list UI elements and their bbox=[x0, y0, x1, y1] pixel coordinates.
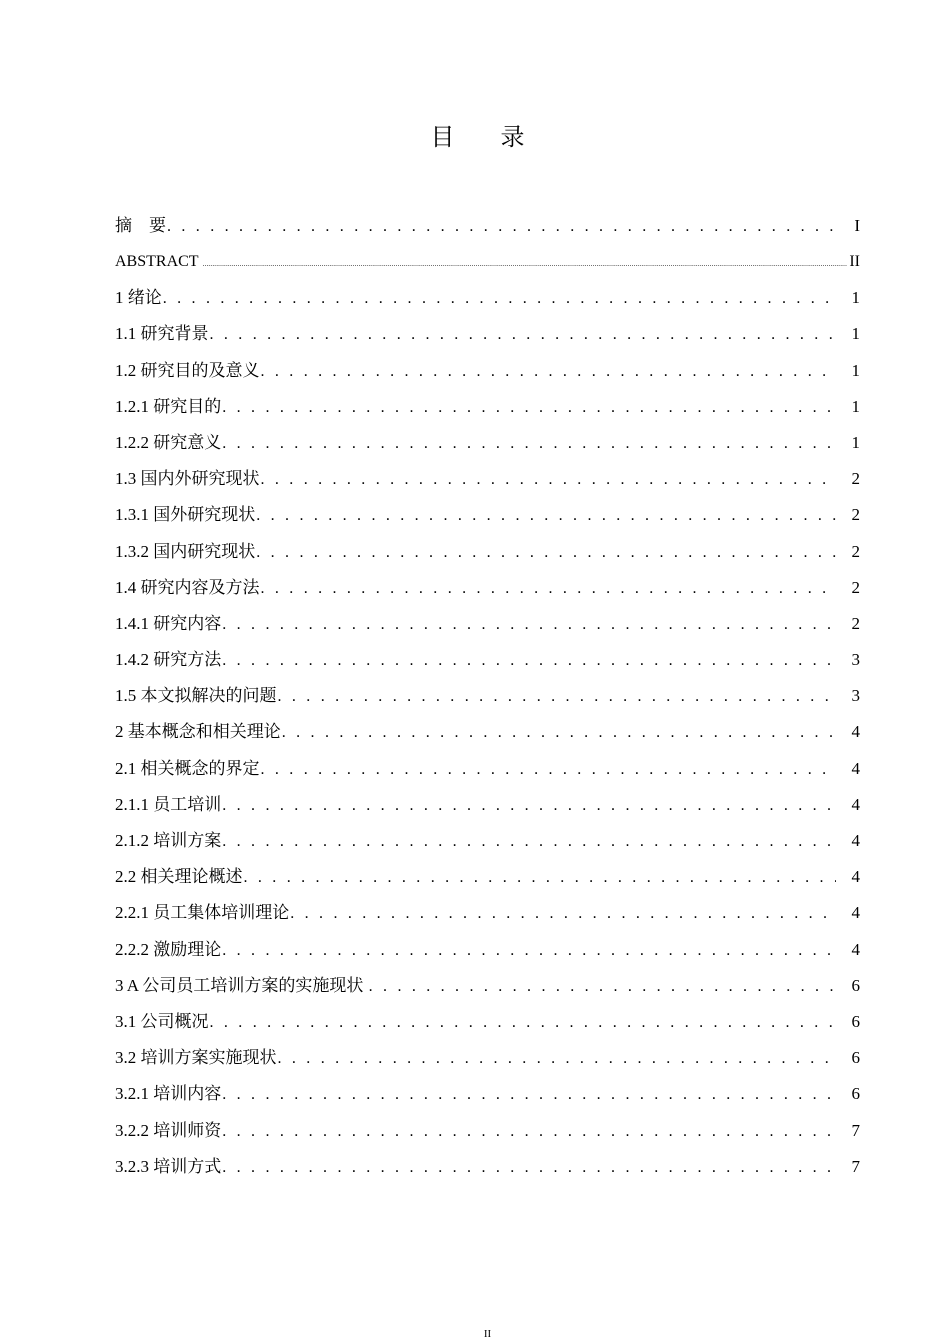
toc-entry-label: 2.1 相关概念的界定 bbox=[115, 758, 260, 778]
toc-entry[interactable] bbox=[115, 1008, 860, 1044]
toc-entry-page: II bbox=[849, 253, 860, 271]
toc-leader-dots bbox=[222, 1081, 836, 1109]
toc-entry-page: 6 bbox=[851, 1084, 860, 1104]
toc-entry-page: 4 bbox=[851, 758, 860, 778]
page-number-footer: II bbox=[483, 1328, 492, 1340]
toc-entry[interactable] bbox=[115, 429, 860, 465]
toc-entry-page: 1 bbox=[851, 396, 860, 416]
toc-entry-page: 7 bbox=[851, 1120, 860, 1140]
toc-entry[interactable] bbox=[115, 718, 860, 754]
toc-entry-label: 1.3.2 国内研究现状 bbox=[115, 541, 256, 561]
toc-entry-page: 4 bbox=[851, 939, 860, 959]
toc-entry[interactable] bbox=[115, 501, 860, 537]
toc-entry-page: 4 bbox=[851, 903, 860, 923]
toc-entry-label: 3.2.2 培训师资 bbox=[115, 1120, 222, 1140]
toc-entry-page: 6 bbox=[851, 975, 860, 995]
toc-entry-label: 摘 要 bbox=[115, 216, 166, 235]
toc-entry-label: 3 A 公司员工培训方案的实施现状 bbox=[115, 975, 368, 995]
toc-entry-label: 3.2.1 培训内容 bbox=[115, 1084, 222, 1104]
toc-entry-label: 2.2 相关理论概述 bbox=[115, 867, 243, 887]
toc-entry-label: 1.2.2 研究意义 bbox=[115, 432, 222, 452]
toc-entry-page: 2 bbox=[851, 469, 860, 489]
toc-entry[interactable] bbox=[115, 574, 860, 610]
toc-entry-page: I bbox=[854, 216, 860, 235]
toc-entry[interactable] bbox=[115, 1117, 860, 1153]
toc-entry-abstract-en[interactable] bbox=[115, 248, 860, 284]
toc-leader-dots bbox=[261, 358, 837, 386]
toc-leader-dots bbox=[282, 719, 836, 747]
toc-entry[interactable] bbox=[115, 538, 860, 574]
toc-entry-page: 1 bbox=[851, 324, 860, 344]
toc-entry-label: 1.5 本文拟解决的问题 bbox=[115, 686, 277, 706]
toc-entry-label: 3.1 公司概况 bbox=[115, 1011, 209, 1031]
toc-entry[interactable] bbox=[115, 682, 860, 718]
toc-entry-page: 6 bbox=[851, 1048, 860, 1068]
toc-entry-label: 1.4.2 研究方法 bbox=[115, 650, 222, 670]
toc-leader-dots bbox=[261, 466, 837, 494]
toc-leader-dots bbox=[222, 1118, 836, 1146]
toc-entry-abstract-cn[interactable] bbox=[115, 212, 860, 248]
toc-leader-dots bbox=[256, 502, 836, 530]
toc-entry-label: 1.3.1 国外研究现状 bbox=[115, 505, 256, 525]
toc-leader-dots bbox=[244, 864, 837, 892]
toc-entry-page: 2 bbox=[851, 505, 860, 525]
toc-entry-label: 1.2.1 研究目的 bbox=[115, 396, 222, 416]
toc-leader-dots bbox=[222, 937, 836, 965]
toc-entry-page: 4 bbox=[851, 831, 860, 850]
toc-entry-page: 4 bbox=[851, 794, 860, 814]
toc-entry-label: ABSTRACT bbox=[115, 253, 199, 271]
toc-entry-page: 2 bbox=[851, 541, 860, 561]
toc-entry[interactable] bbox=[115, 791, 860, 827]
toc-leader-dots bbox=[222, 792, 836, 820]
toc-leader-dots bbox=[261, 575, 837, 603]
toc-entry-label: 3.2 培训方案实施现状 bbox=[115, 1048, 277, 1068]
toc-leader-dots bbox=[290, 900, 836, 928]
toc-entry[interactable] bbox=[115, 863, 860, 899]
toc-leader-dots bbox=[203, 250, 848, 278]
toc-entry-label: 2.2.1 员工集体培训理论 bbox=[115, 903, 290, 923]
toc-entry[interactable] bbox=[115, 972, 860, 1008]
page-title: 目 录 bbox=[430, 125, 545, 151]
toc-entry-page: 1 bbox=[851, 432, 860, 452]
toc-entry-label: 1.2 研究目的及意义 bbox=[115, 360, 260, 380]
toc-entry-page: 2 bbox=[851, 577, 860, 597]
toc-entry-label: 3.2.3 培训方式 bbox=[115, 1156, 222, 1176]
toc-entry[interactable] bbox=[115, 1080, 860, 1116]
toc-entry-page: 4 bbox=[851, 867, 860, 887]
toc-leader-dots bbox=[210, 1009, 837, 1037]
toc-entry[interactable] bbox=[115, 1153, 860, 1189]
toc-entry[interactable] bbox=[115, 357, 860, 393]
toc-entry-page: 2 bbox=[851, 613, 860, 633]
toc-entry-label: 1.1 研究背景 bbox=[115, 324, 209, 344]
toc-entry-page: 3 bbox=[851, 686, 860, 706]
toc-entry-page: 7 bbox=[851, 1156, 860, 1176]
toc-leader-dots bbox=[222, 828, 836, 856]
toc-leader-dots bbox=[278, 683, 837, 711]
toc-leader-dots bbox=[222, 647, 836, 675]
toc-entry[interactable] bbox=[115, 610, 860, 646]
toc-entry-label: 1.4.1 研究内容 bbox=[115, 613, 222, 633]
toc-entry[interactable] bbox=[115, 899, 860, 935]
toc-leader-dots bbox=[222, 394, 836, 422]
toc-entry[interactable] bbox=[115, 393, 860, 429]
toc-entry-label: 2.1.1 员工培训 bbox=[115, 794, 222, 814]
toc-entry[interactable] bbox=[115, 936, 860, 972]
toc-entry-page: 1 bbox=[851, 288, 860, 308]
toc-leader-dots bbox=[210, 321, 837, 349]
toc-leader-dots bbox=[256, 539, 836, 567]
toc-entry-label: 1.3 国内外研究现状 bbox=[115, 469, 260, 489]
toc-leader-dots bbox=[222, 611, 836, 639]
toc-entry-label: 2.1.2 培训方案 bbox=[115, 831, 222, 850]
toc-entry[interactable] bbox=[115, 646, 860, 682]
toc-leader-dots bbox=[222, 1154, 836, 1182]
toc-entry-page: 6 bbox=[851, 1011, 860, 1031]
toc-leader-dots bbox=[369, 973, 836, 1001]
toc-entry[interactable] bbox=[115, 1044, 860, 1080]
toc-entry-label: 1 绪论 bbox=[115, 288, 162, 308]
toc-entry[interactable] bbox=[115, 284, 860, 320]
toc-entry-label: 2 基本概念和相关理论 bbox=[115, 722, 281, 742]
toc-entry-page: 1 bbox=[851, 360, 860, 380]
toc-entry-label: 1.4 研究内容及方法 bbox=[115, 577, 260, 597]
toc-entry[interactable] bbox=[115, 827, 860, 863]
toc-entry[interactable] bbox=[115, 465, 860, 501]
toc-leader-dots bbox=[261, 756, 837, 784]
toc-entry[interactable] bbox=[115, 755, 860, 791]
toc-leader-dots bbox=[278, 1045, 837, 1073]
toc-entry-page: 3 bbox=[851, 650, 860, 670]
table-of-contents bbox=[115, 212, 860, 1189]
toc-leader-dots bbox=[167, 213, 836, 241]
toc-entry-label: 2.2.2 激励理论 bbox=[115, 939, 222, 959]
toc-leader-dots bbox=[222, 430, 836, 458]
toc-entry[interactable] bbox=[115, 320, 860, 356]
toc-leader-dots bbox=[163, 285, 836, 313]
toc-entry-page: 4 bbox=[851, 722, 860, 742]
